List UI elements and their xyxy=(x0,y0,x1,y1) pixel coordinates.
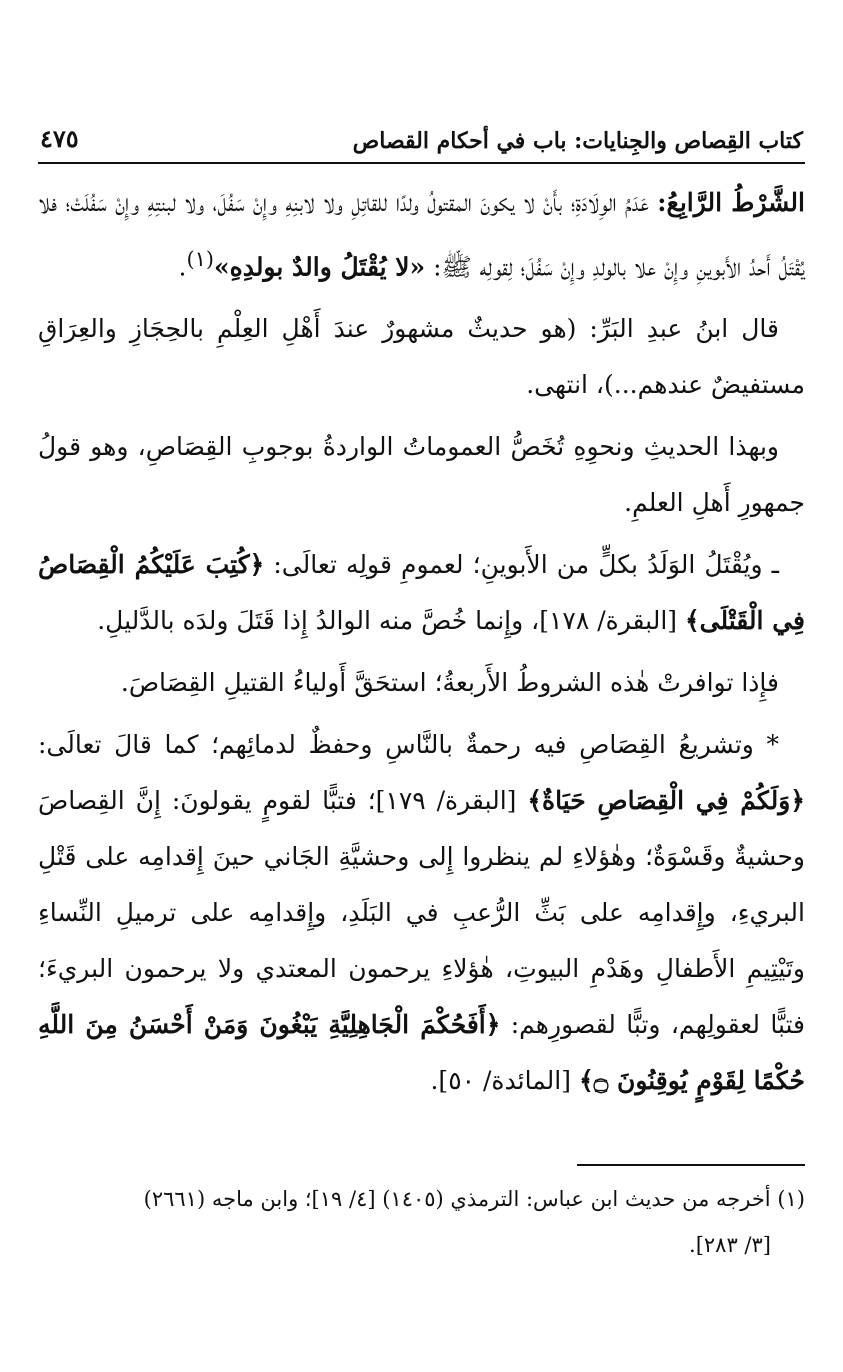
header-divider xyxy=(38,162,805,164)
running-title: كتاب القِصاص والجِنايات: باب في أحكام القصاص xyxy=(352,128,803,154)
paragraph-text: [البقرة/ ١٧٩]؛ فتبًّا لقومٍ يقولونَ: إِنَّ القِصاصَ وحشيةٌ وقَسْوَةٌ؛ وهٰؤلاءِ لم ينظروا إِلى وحشيَّةِ الجَاني حينَ إِقدامِه على قَتْلِ البريءِ، وإِقدامِه على بَثِّ الرُّعبِ في البَلَدِ، وإِقدامِه على ترميلِ النِّساءِ وتَيْتِيمِ الأَطفالِ وهَدْمِ البيوتِ، هٰؤلاءِ يرحمون المعتدي ولا يرحمون البريءَ؛ فتبًّا لعقولِهم، وتبًّا لقصورِهم: xyxy=(38,786,805,1040)
paragraph-conditions-met: فإِذا توافرتْ هٰذه الشروطُ الأَربعةُ؛ استحَقَّ أَولياءُ القتيلِ القِصَاصَ. xyxy=(120,668,779,698)
footnote-1-continuation: [٣/ ٢٨٣]. xyxy=(689,1233,771,1257)
paragraph-text: عَدَمُ الوِلَادَةِ؛ بأَنْ لا يكونَ المقتولُ ولدًا للقاتِلِ ولا لابنِهِ وإِنْ سَفُلَ، ولا لبنتِهِ وإِنْ سَفُلَتْ؛ فلا يُقْتَلُ أَحدُ الأَبوينِ وإِنْ علا بالولدِ وإِنْ سَفُلَ؛ لِقولِه ﷺ: xyxy=(38,188,805,282)
paragraph-end: . xyxy=(178,252,187,282)
footnote-marker: (١) xyxy=(186,247,214,271)
quran-verse: ﴿كُتِبَ عَلَيْكُمُ الْقِصَاصُ فِي الْقَتْلَى﴾ xyxy=(38,550,805,636)
paragraph-text: [المائدة/ ٥٠]. xyxy=(430,1066,579,1096)
footnote-1: (١) أخرجه من حديث ابن عباس: الترمذي (١٤٠٥) [٤/ ١٩]؛ وابن ماجه (٢٦٦١) xyxy=(143,1187,805,1211)
paragraph-child-killed xyxy=(38,537,805,649)
paragraph-fourth-condition xyxy=(38,175,805,295)
paragraph-mercy xyxy=(38,717,805,1109)
quran-verse: ﴿وَلَكُمْ فِي الْقِصَاصِ حَيَاةٌ﴾ xyxy=(527,786,805,816)
condition-heading: الشَّرْطُ الرَّابِعُ: xyxy=(657,188,805,217)
paragraph-text: [البقرة/ ١٧٨]، وإِنما خُصَّ منه الوالدُ إِذا قَتَلَ ولدَه بالدَّليلِ. xyxy=(97,606,685,636)
page-header xyxy=(40,118,803,162)
paragraph-text: * وتشريعُ القِصَاصِ فيه رحمةٌ بالنَّاسِ وحفظٌ لدمائِهم؛ كما قالَ تعالَى: xyxy=(38,730,779,760)
paragraph-specification: وبهذا الحديثِ ونحوِهِ تُخَصُّ العموماتُ الواردةُ بوجوبِ القِصَاصِ، وهو قولُ جمهورِ أَهلِ العلمِ. xyxy=(38,432,805,518)
paragraph-ibn-abd-albarr: قال ابنُ عبدِ البَرِّ: (هو حديثٌ مشهورٌ عندَ أَهْلِ العِلْمِ بالحِجَازِ والعِرَاقِ مستفيضٌ عندهم...)، انتهى. xyxy=(38,314,805,400)
paragraph-text: ـ ويُقْتَلُ الوَلَدُ بكلٍّ من الأَبوينِ؛ لعمومِ قولِه تعالَى: xyxy=(264,550,779,580)
footnote-divider xyxy=(577,1164,805,1166)
footnotes xyxy=(38,1176,805,1268)
hadith-quote: «لا يُقْتَلُ والدٌ بولدِهِ» xyxy=(213,252,426,282)
main-text xyxy=(38,175,805,1115)
quran-verse: ﴿أَفَحُكْمَ الْجَاهِلِيَّةِ يَبْغُونَ وَمَنْ أَحْسَنُ مِنَ اللَّهِ حُكْمًا لِقَوْمٍ يُوقِنُونَ ۝﴾ xyxy=(38,1010,805,1096)
page-number: ٤٧٥ xyxy=(40,124,79,153)
